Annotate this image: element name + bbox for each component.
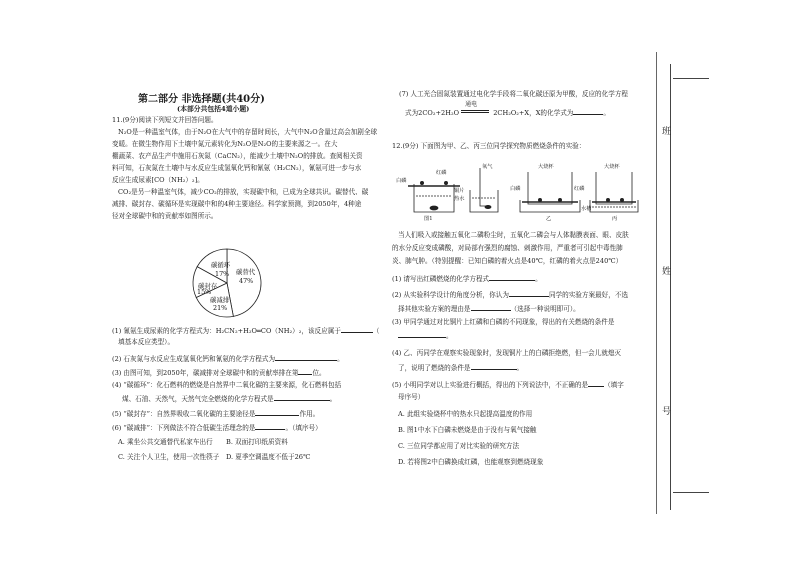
q11-item7-line2: 式为2CO₂+2H₂O 通电 2CH₂O₂+X，X的化学式为 。 (405, 101, 610, 117)
pie-label-cycle: 碳循环 (211, 261, 231, 269)
q11-option-d[interactable]: D. 夏季空调温度不低于26℃ (226, 453, 311, 461)
fig-yi-large-beaker (528, 172, 572, 204)
q12-blank4[interactable] (398, 331, 446, 338)
q12-option-a[interactable]: A. 此组实验烧杯中的热水只起提高温度的作用 (398, 410, 533, 418)
part-subtitle: (本部分共包括4道小题) (177, 105, 250, 113)
q11-intro: 11.(9分)阅读下列短文并回答问题。 (112, 116, 218, 124)
q11-item3: (3) 由图可知，到2050年，碳减排对全球碳中和的贡献率排在第 位。 (112, 369, 326, 377)
fig-bing-large-beaker (596, 172, 632, 204)
pie-value-substitution: 47% (239, 277, 254, 285)
q12-item4: (4) 乙、丙同学在观察实验现象时，发现铜片上的白磷拒绝燃，但一会儿就熄灭 (392, 349, 622, 357)
q11-item4-cont: 煤、石油、天然气，天然气完全燃烧的化学方程式是 。 (122, 395, 337, 403)
electrolysis-arrow: 通电 (461, 107, 491, 115)
q11-p1-line3: 棚蔬菜、农产品生产中施用石灰氮（CaCN₂），能减少土壤中N₂O的排放。查阅相关资 (112, 152, 363, 160)
q11-item1: (1) 氰氨生成尿素的化学方程式为：H₂CN₂+H₂O═CO（NH₂）₂，该反应属于 （ (112, 327, 380, 335)
q11-blank5[interactable] (255, 409, 299, 416)
fig2-oxygen-tube (480, 168, 486, 206)
q11-p1-line2: 变暖。在微生物作用下土壤中氮元素转化为N₂O是N₂O的主要来源之一。在大 (112, 140, 338, 148)
q11-p2-line1: CO₂是另一种温室气体，减少CO₂的排放，实现碳中和，已成为全球共识。碳替代、碳 (118, 188, 369, 196)
q11-item4: (4) “碳循环”：化石燃料的燃烧是自然界中二氧化碳的主要来源，化石燃料包括 (112, 381, 342, 389)
q11-blank2[interactable] (275, 354, 337, 361)
q11-option-c[interactable]: C. 关注个人卫生，使用一次性筷子 (118, 453, 220, 461)
fig-label-copper: 铜片 (454, 188, 465, 194)
fig-yi-red-phosphorus (558, 198, 561, 201)
q12-item4-cont: 了，说明了燃烧的条件是 。 (398, 364, 524, 372)
q12-option-d[interactable]: D. 若将图2中白磷换成红磷，也能观察到燃烧现象 (398, 458, 544, 466)
fig-caption-1: 图1 (424, 216, 433, 222)
fig-label-white-phosphorus: 白磷 (396, 178, 407, 184)
fig2-white-phosphorus (485, 205, 491, 208)
q12-item3-answer: 。 (398, 331, 453, 341)
fig-caption-bing: 丙 (612, 216, 618, 222)
q11-item2: (2) 石灰氮与水反应生成氢氧化钙和氰氨的化学方程式为 。 (112, 355, 344, 363)
q12-option-c[interactable]: C. 三位同学都应用了对比实验的研究方法 (398, 442, 520, 450)
fig-label-red-phosphorus-2: 红磷 (574, 186, 585, 192)
q11-blank3[interactable] (298, 368, 312, 375)
side-label-class: 班 (662, 127, 672, 137)
q12-blank6[interactable] (588, 380, 604, 387)
pie-label-reduction: 碳减排 (210, 296, 230, 304)
q12-item5-cont: 母序号） (398, 393, 425, 401)
q12-blank3[interactable] (471, 304, 511, 311)
pie-value-cycle: 17% (215, 270, 230, 278)
side-label-number: 号 (662, 407, 672, 417)
q12-item2-cont: 择其他实验方案的理由是 （选择一种说明即可）。 (398, 305, 580, 313)
fig1-white-phosphorus (420, 181, 423, 184)
q12-item2: (2) 从实验科学设计的角度分析，你认为 同学的实验方案最好，不选 (392, 291, 629, 299)
q12-p1-line1: 当人们吸入或接触五氧化二磷粉尘时，五氧化二磷会与人体黏膜表面、眼、皮肤 (398, 231, 629, 239)
combustion-experiment-figures (396, 160, 642, 222)
q12-blank5[interactable] (471, 363, 517, 370)
carbon-neutral-pie-chart (190, 246, 264, 320)
binding-rule-top (673, 78, 709, 79)
pie-value-sequestration: 15% (197, 288, 212, 296)
fig-label-red-phosphorus: 红磷 (436, 170, 447, 176)
q11-blank1[interactable] (341, 326, 373, 333)
q11-option-a[interactable]: A. 乘坐公共交通替代私家车出行 (118, 438, 213, 446)
fig-label-large-beaker-2: 大烧杯 (604, 164, 620, 170)
pie-label-substitution: 碳替代 (236, 268, 256, 276)
q11-item6: (6) “碳减排”：下列做法不符合低碳生活理念的是 。（填序号） (112, 424, 322, 432)
q11-blank4[interactable] (274, 394, 330, 401)
fig1-underwater-phosphorus (430, 206, 438, 210)
fig-bing-white-phosphorus (606, 198, 609, 201)
fig-label-large-beaker: 大烧杯 (538, 164, 554, 170)
q12-blank1[interactable] (489, 274, 535, 281)
fig-bing-red-phosphorus (620, 198, 623, 201)
fig2-beaker (470, 190, 498, 212)
side-label-name: 姓 (662, 267, 672, 277)
q12-item3: (3) 甲同学通过对比铜片上红磷和白磷的不同现象，得出的有关燃烧的条件是 (392, 318, 615, 326)
fig-label-water-bath: 水槽 (581, 206, 592, 212)
q12-item1: (1) 请写出红磷燃烧的化学方程式 。 (392, 275, 542, 283)
q11-p2-line3: 径对全球碳中和的贡献率如图所示。 (112, 212, 218, 220)
q11-p1-line4: 料可知，石灰氮在土壤中与水反应生成氢氧化钙和氰氨（H₂CN₂），氰氨可进一步与水 (112, 164, 362, 172)
q11-option-b[interactable]: B. 双面打印纸质资料 (226, 438, 288, 446)
binding-line-dashed (656, 52, 657, 514)
q11-p1-line1: N₂O是一种温室气体，由于N₂O在大气中的存留时间长，大气中N₂O含量过高会加剧全球 (118, 128, 378, 136)
fig-label-hot-water: 热水 (454, 196, 465, 202)
fig-caption-yi: 乙 (546, 216, 552, 222)
q11-item7-line1: (7) 人工光合固氮装置通过电化学手段将二氧化碳还原为甲酸，反应的化学方程 (399, 90, 629, 98)
fig-label-white-phosphorus-2: 白磷 (510, 186, 521, 192)
q12-option-b[interactable]: B. 图1中水下白磷未燃烧是由于没有与氧气接触 (398, 426, 537, 434)
fig-yi-white-phosphorus (538, 198, 541, 201)
q11-blank6[interactable] (255, 423, 285, 430)
q12-item5: (5) 小明同学对以上实验进行概括，得出的下列说法中，不正确的是 （填字 (392, 381, 624, 389)
q12-p1-line3: 炎、肺气肿。（特别提醒：已知白磷的着火点是40℃，红磷的着火点是240℃） (392, 257, 623, 265)
pie-label-sequestration: 碳封存 (198, 282, 218, 290)
q11-item1-cont: 填基本反应类型）。 (118, 338, 175, 346)
q12-intro: 12.(9分) 下面图为甲、乙、丙三位同学探究物质燃烧条件的实验： (392, 142, 586, 150)
q12-blank2[interactable] (509, 290, 549, 297)
binding-rule-bottom (673, 492, 709, 493)
q11-p2-line2: 减排、碳封存、碳循环是实现碳中和的4种主要途径。科学家预测，到2050年，4种途 (112, 200, 362, 208)
pie-value-reduction: 21% (213, 304, 228, 312)
part-title: 第二部分 非选择题(共40分) (138, 94, 265, 105)
q11-item5: (5) “碳封存”：自然界吸收二氧化碳的主要途径是 作用。 (112, 410, 320, 418)
q12-p1-line2: 的水分反应变成磷酸，对局部有强烈的腐蚀、刺激作用，严重者可引起中毒性肺 (392, 244, 623, 252)
fig1-red-phosphorus (444, 181, 447, 184)
q11-p1-line5: 反应生成尿素[CO（NH₂）₂]。 (112, 176, 204, 184)
q11-blank7[interactable] (573, 108, 603, 115)
fig-label-oxygen: 氧气 (482, 164, 493, 170)
